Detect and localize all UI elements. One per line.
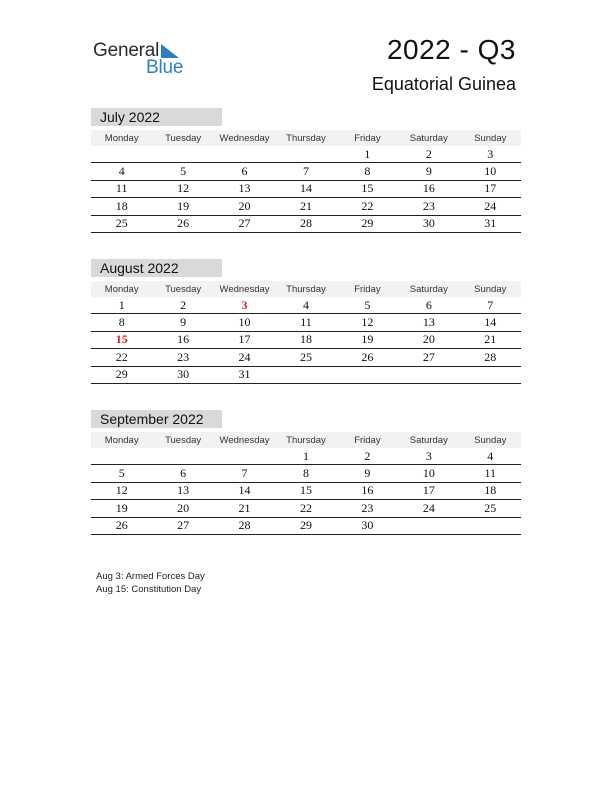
day-cell: 21 — [460, 331, 521, 348]
weekday-header: Thursday — [275, 130, 336, 146]
day-cell: 16 — [337, 482, 398, 499]
day-cell — [152, 448, 213, 465]
week-row — [91, 331, 521, 348]
day-cell: 9 — [398, 163, 459, 180]
day-cell: 28 — [275, 215, 336, 232]
day-cell — [91, 146, 152, 163]
weekday-header: Wednesday — [214, 130, 275, 146]
day-cell: 28 — [214, 517, 275, 534]
weekday-header: Thursday — [275, 432, 336, 448]
week-row — [91, 500, 521, 517]
day-cell: 12 — [91, 482, 152, 499]
day-cell: 27 — [214, 215, 275, 232]
day-cell: 24 — [460, 198, 521, 215]
day-cell: 24 — [214, 349, 275, 366]
day-cell: 19 — [152, 198, 213, 215]
day-cell — [275, 146, 336, 163]
day-cell — [460, 517, 521, 534]
week-row — [91, 146, 521, 163]
day-cell: 16 — [398, 180, 459, 197]
day-cell — [214, 146, 275, 163]
day-cell: 21 — [275, 198, 336, 215]
day-cell: 8 — [275, 465, 336, 482]
day-cell: 22 — [275, 500, 336, 517]
day-cell: 31 — [214, 366, 275, 383]
month-header: July 2022 — [91, 108, 222, 126]
weekday-header: Saturday — [398, 281, 459, 297]
day-cell: 9 — [152, 314, 213, 331]
day-cell: 26 — [152, 215, 213, 232]
day-cell: 9 — [337, 465, 398, 482]
month-header: August 2022 — [91, 259, 222, 277]
day-cell: 5 — [91, 465, 152, 482]
day-cell: 22 — [91, 349, 152, 366]
weekday-header: Saturday — [398, 130, 459, 146]
holiday-note: Aug 3: Armed Forces Day — [96, 571, 205, 582]
day-cell: 4 — [91, 163, 152, 180]
day-cell: 2 — [152, 297, 213, 314]
weekday-header: Tuesday — [152, 432, 213, 448]
weekday-header-row — [91, 281, 521, 297]
weekday-header: Friday — [337, 432, 398, 448]
day-cell: 26 — [337, 349, 398, 366]
day-cell: 25 — [275, 349, 336, 366]
day-cell: 8 — [91, 314, 152, 331]
day-cell: 1 — [337, 146, 398, 163]
day-cell: 15 — [91, 331, 152, 348]
weekday-header: Sunday — [460, 130, 521, 146]
day-cell: 11 — [460, 465, 521, 482]
weekday-header: Saturday — [398, 432, 459, 448]
month-august — [91, 259, 521, 384]
day-cell: 31 — [460, 215, 521, 232]
day-cell: 20 — [152, 500, 213, 517]
day-cell: 1 — [91, 297, 152, 314]
week-row — [91, 448, 521, 465]
week-row — [91, 297, 521, 314]
month-calendar — [91, 432, 521, 535]
day-cell: 11 — [91, 180, 152, 197]
weekday-header: Friday — [337, 130, 398, 146]
generalblue-logo — [93, 40, 193, 80]
week-row — [91, 349, 521, 366]
day-cell — [91, 448, 152, 465]
day-cell: 16 — [152, 331, 213, 348]
weekday-header-row — [91, 432, 521, 448]
day-cell: 13 — [214, 180, 275, 197]
week-row — [91, 180, 521, 197]
logo-general-text: General — [93, 40, 160, 61]
day-cell — [460, 366, 521, 383]
month-calendar — [91, 281, 521, 384]
weekday-header: Friday — [337, 281, 398, 297]
day-cell: 12 — [152, 180, 213, 197]
week-row — [91, 366, 521, 383]
day-cell: 20 — [214, 198, 275, 215]
holiday-note: Aug 15: Constitution Day — [96, 584, 202, 595]
day-cell: 11 — [275, 314, 336, 331]
day-cell: 30 — [398, 215, 459, 232]
day-cell: 23 — [152, 349, 213, 366]
logo-triangle-icon — [161, 44, 179, 58]
day-cell: 10 — [398, 465, 459, 482]
day-cell: 29 — [91, 366, 152, 383]
month-july — [91, 108, 521, 233]
day-cell: 6 — [398, 297, 459, 314]
day-cell: 10 — [214, 314, 275, 331]
day-cell — [398, 366, 459, 383]
weekday-header: Sunday — [460, 432, 521, 448]
weekday-header: Sunday — [460, 281, 521, 297]
day-cell: 15 — [275, 482, 336, 499]
day-cell: 26 — [91, 517, 152, 534]
country-name: Equatorial Guinea — [371, 74, 516, 94]
day-cell: 27 — [398, 349, 459, 366]
weekday-header: Monday — [91, 130, 152, 146]
day-cell: 2 — [398, 146, 459, 163]
day-cell: 5 — [152, 163, 213, 180]
day-cell: 17 — [398, 482, 459, 499]
day-cell: 4 — [460, 448, 521, 465]
day-cell: 25 — [91, 215, 152, 232]
day-cell: 19 — [337, 331, 398, 348]
day-cell: 20 — [398, 331, 459, 348]
weekday-header: Wednesday — [214, 432, 275, 448]
week-row — [91, 465, 521, 482]
weekday-header: Thursday — [275, 281, 336, 297]
day-cell: 18 — [460, 482, 521, 499]
weekday-header: Tuesday — [152, 281, 213, 297]
day-cell: 6 — [152, 465, 213, 482]
day-cell: 18 — [275, 331, 336, 348]
day-cell — [152, 146, 213, 163]
day-cell: 10 — [460, 163, 521, 180]
day-cell: 29 — [275, 517, 336, 534]
day-cell: 13 — [398, 314, 459, 331]
day-cell: 8 — [337, 163, 398, 180]
logo-blue-text: Blue — [146, 57, 184, 78]
day-cell: 28 — [460, 349, 521, 366]
day-cell: 5 — [337, 297, 398, 314]
day-cell: 4 — [275, 297, 336, 314]
month-september — [91, 410, 521, 535]
day-cell: 1 — [275, 448, 336, 465]
day-cell — [337, 366, 398, 383]
day-cell: 30 — [152, 366, 213, 383]
day-cell: 22 — [337, 198, 398, 215]
day-cell: 13 — [152, 482, 213, 499]
week-row — [91, 163, 521, 180]
day-cell: 23 — [398, 198, 459, 215]
day-cell: 7 — [460, 297, 521, 314]
day-cell: 6 — [214, 163, 275, 180]
day-cell — [214, 448, 275, 465]
day-cell: 18 — [91, 198, 152, 215]
day-cell: 19 — [91, 500, 152, 517]
day-cell: 17 — [214, 331, 275, 348]
day-cell: 14 — [214, 482, 275, 499]
day-cell: 15 — [337, 180, 398, 197]
week-row — [91, 482, 521, 499]
week-row — [91, 198, 521, 215]
weekday-header: Monday — [91, 281, 152, 297]
day-cell: 3 — [398, 448, 459, 465]
day-cell: 12 — [337, 314, 398, 331]
day-cell: 23 — [337, 500, 398, 517]
week-row — [91, 517, 521, 534]
day-cell: 7 — [214, 465, 275, 482]
day-cell: 3 — [214, 297, 275, 314]
day-cell: 30 — [337, 517, 398, 534]
month-header: September 2022 — [91, 410, 222, 428]
week-row — [91, 215, 521, 232]
day-cell: 14 — [275, 180, 336, 197]
day-cell: 2 — [337, 448, 398, 465]
day-cell — [398, 517, 459, 534]
day-cell: 17 — [460, 180, 521, 197]
holiday-notes — [96, 570, 205, 596]
day-cell: 29 — [337, 215, 398, 232]
day-cell: 24 — [398, 500, 459, 517]
day-cell — [275, 366, 336, 383]
day-cell: 3 — [460, 146, 521, 163]
day-cell: 7 — [275, 163, 336, 180]
month-calendar — [91, 130, 521, 233]
page-title: 2022 - Q3 — [386, 34, 516, 65]
week-row — [91, 314, 521, 331]
weekday-header: Tuesday — [152, 130, 213, 146]
day-cell: 25 — [460, 500, 521, 517]
weekday-header-row — [91, 130, 521, 146]
weekday-header: Wednesday — [214, 281, 275, 297]
weekday-header: Monday — [91, 432, 152, 448]
day-cell: 14 — [460, 314, 521, 331]
day-cell: 27 — [152, 517, 213, 534]
day-cell: 21 — [214, 500, 275, 517]
